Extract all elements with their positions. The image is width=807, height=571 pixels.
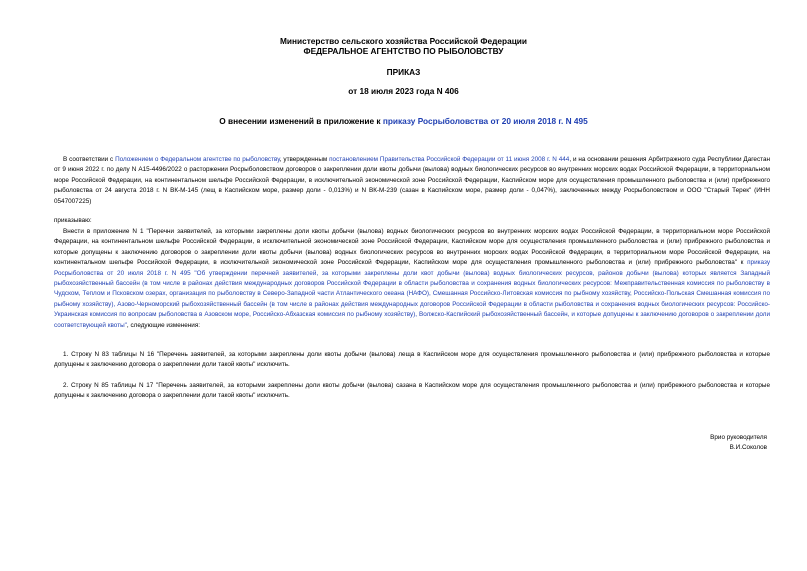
document-type-heading: ПРИКАЗ: [386, 67, 421, 77]
preamble-text-1: В соответствии с: [63, 156, 116, 163]
amendment-text-2: , следующие изменения:: [126, 321, 201, 329]
title-order-link[interactable]: приказу Росрыболовства от 20 июля 2018 г. N 495: [382, 116, 588, 126]
preamble-text-3: , и на основании решения Арбитражного суда Республики Дагестан от 9 июня 2022 г. по делу N А15-4496/2022 о расторжении Росрыболовством договоров о закреплении доли квоты добычи (вылова) водных биологических ресурсов во внутренних морских водах Российской Федерации, в территориальном море Российской Федерации, на континентальном шельфе Российской Федерации, в исключительной экономической зоне Российской Федерации, Каспийском море для осуществления промышленного рыболовства и (или) прибрежного рыболовства от 24 августа 2018 г. N ВК-М-145 (лещ в Каспийском море, размер доли - 0,013%) и N ВК-М-239 (сазан в Каспийском море, размер доли - 0,047%), заключенных между Росрыболовством и ООО "Старый Терек" (ИНН 0547007225): [54, 156, 770, 205]
document-date-number: от 18 июля 2023 года N 406: [348, 86, 459, 96]
preamble-text-2: , утвержденным: [279, 156, 330, 163]
order-decision-word: приказываю:: [54, 217, 92, 224]
signatory-name: В.И.Соколов: [729, 444, 767, 451]
amendment-paragraph: [54, 227, 770, 331]
government-resolution-link[interactable]: постановлением Правительства Российской Федерации от 11 июня 2008 г. N 444: [329, 156, 570, 163]
preamble-paragraph: [54, 155, 770, 207]
amendment-item-1: 1. Строку N 83 таблицы N 16 "Перечень заявителей, за которыми закреплены доли квоты добычи (вылова) леща в Каспийском море для осуществления промышленного рыболовства и (или) прибрежного рыболовства и которые допущены к заключению договора о закреплении доли такой квоты" исключить.: [54, 351, 770, 369]
title-prefix: О внесении изменений в приложение к: [219, 116, 383, 126]
order-495-link[interactable]: приказу Росрыболовства от 20 июля 2018 г. N 495 "Об утверждении перечней заявителей, за которыми закреплены доли квот добычи (вылова) водных биологических ресурсов, районов добычи (вылова) которых является Западный рыбохозяйственный бассейн (в том числе в районах действия международных договоров Российской Федерации в области рыболовства и сохранения водных биологических ресурсов: Межправительственная комиссия по рыболовству в Чудском, Теплом и Псковском озерах, организация по рыболовству в Северо-Западной части Атлантического океана (НАФО), Смешанная Российско-Литовская комиссия по рыбному хозяйству, Российско-Польская Смешанная комиссия по рыбному хозяйству), Азово-Черноморский рыбохозяйственный бассейн (в том числе в районах действия международных договоров Российской Федерации в области рыболовства и сохранения водных биологических ресурсов: Российско-Украинская комиссия по вопросам рыболовства в Азовском море, Российско-Абхазская комиссия по рыбному хозяйству), Волжско-Каспийский рыбохозяйственный бассейн, и которые допущены к заключению договоров о закреплении доли соответствующей квоты": [54, 259, 770, 329]
ministry-heading: Министерство сельского хозяйства Российской Федерации: [280, 36, 527, 46]
regulation-link[interactable]: Положением о Федеральном агентстве по рыболовству: [115, 156, 280, 163]
agency-heading: ФЕДЕРАЛЬНОЕ АГЕНТСТВО ПО РЫБОЛОВСТВУ: [303, 46, 504, 56]
document-title: [0, 116, 807, 126]
signatory-position: Врио руководителя: [710, 434, 767, 441]
amendment-item-2: 2. Строку N 85 таблицы N 17 "Перечень заявителей, за которыми закреплены доли квоты добычи (вылова) сазана в Каспийском море для осуществления промышленного рыболовства и (или) прибрежного рыболовства и которые допущены к заключению договора о закреплении доли такой квоты" исключить.: [54, 382, 770, 400]
amendment-text-1: Внести в приложение N 1 "Перечни заявителей, за которыми закреплены доли квоты добычи (вылова) водных биологических ресурсов во внутренних морских водах Российской Федерации, в территориальном море Российской Федерации, на континентальном шельфе Российской Федерации, в исключительной экономической зоне Российской Федерации, Каспийском море для осуществления промышленного рыболовства и (или) прибрежного рыболовства и которые допущены к заключению договоров о закреплении доли квоты добычи (вылова) водных биологических ресурсов во внутренних морских водах Российской Федерации, в территориальном море Российской Федерации, на континентальном шельфе Российской Федерации, в исключительной экономической зоне Российской Федерации, Каспийском море для осуществления промышленного рыболовства и (или) прибрежного рыболовства" к: [54, 228, 770, 267]
